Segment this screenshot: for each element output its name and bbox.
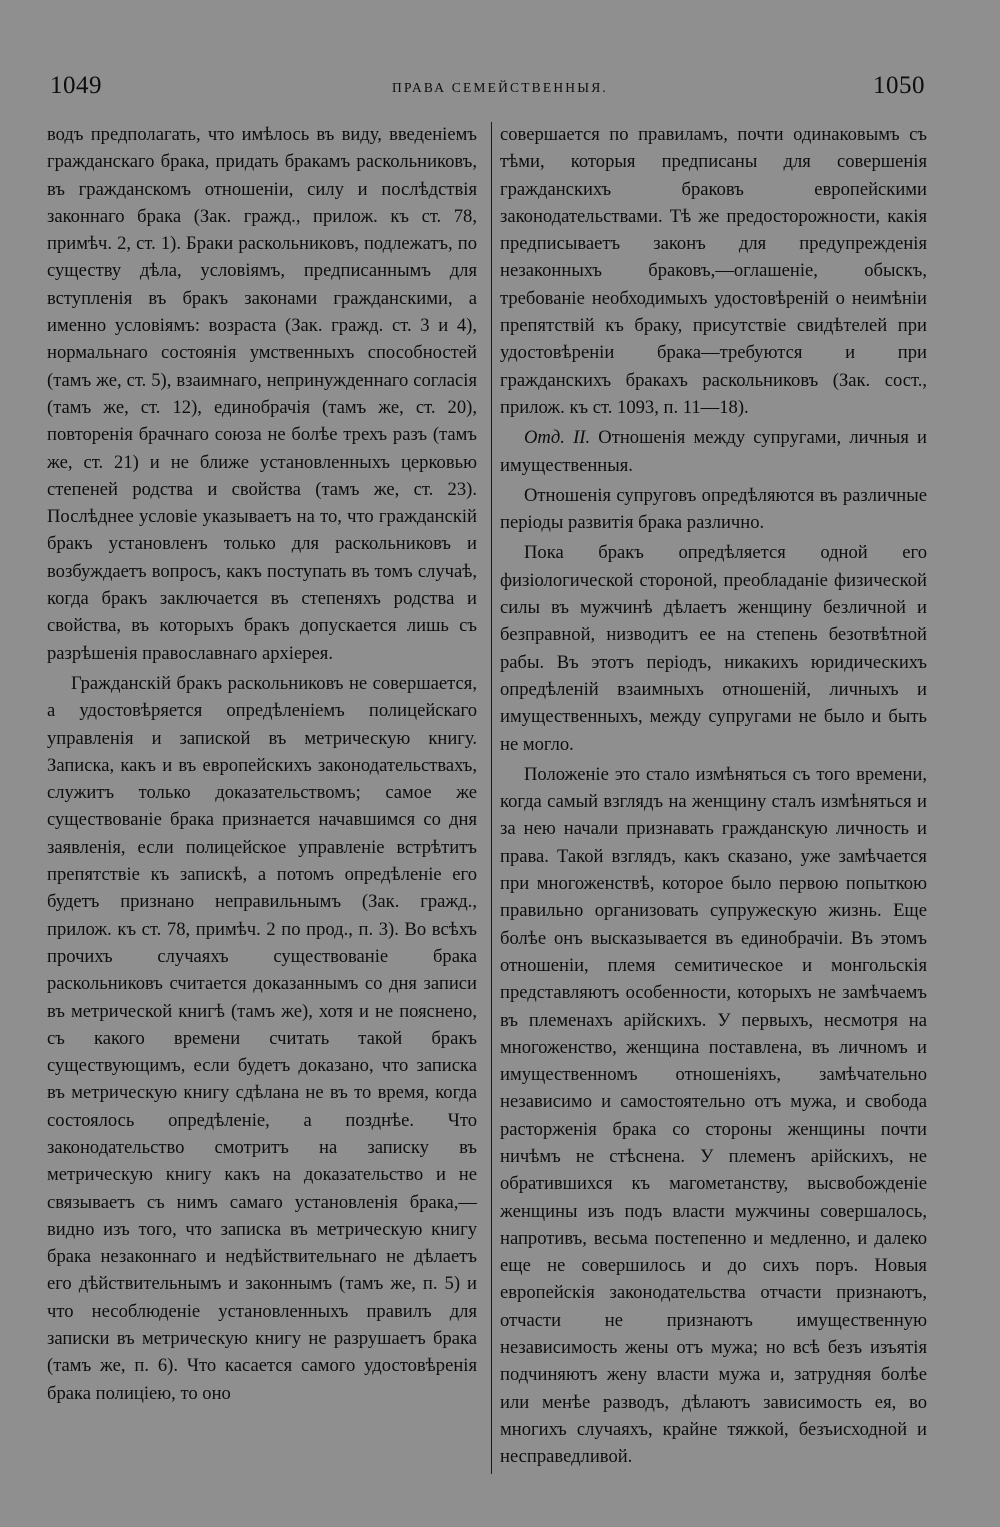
paragraph: Пока бракъ опредѣляется одной его физіологической стороной, преобладаніе физической силы въ мужчинѣ дѣлаетъ женщину безличной и безправной, низводитъ ее на степень безотвѣтной рабы. Въ этотъ періодъ, никакихъ юридическихъ опредѣленій взаимныхъ отношеній, личныхъ и имущественныхъ, между супругами не было и быть не могло. <box>500 542 927 755</box>
paragraph: совершается по правиламъ, почти одинаковымъ съ тѣми, которыя предписаны для совершенія гражданскихъ браковъ европейскими законодательствами. Тѣ же предосторожности, какія предписываетъ законъ для предупрежденія незаконныхъ браковъ,—оглашеніе, обыскъ, требованіе необходимыхъ удостовѣреній о неимѣніи препятствій къ браку, присутствіе свидѣтелей при удостовѣреніи брака—требуются и при гражданскихъ бракахъ раскольниковъ (Зак. сост., прилож. къ ст. 1093, п. 11—18). <box>500 124 927 418</box>
paragraph: Отношенія супруговъ опредѣляются въ различные періоды развитія брака различно. <box>500 484 927 534</box>
section-heading-paragraph <box>500 424 927 479</box>
page-header <box>0 72 1000 108</box>
section-label: Отд. II. <box>524 427 591 449</box>
paragraph: Положеніе это стало измѣняться съ того времени, когда самый взглядъ на женщину сталъ измѣняться и за нею начали признавать гражданскую личность и права. Такой взглядъ, какъ сказано, уже замѣчается при многоженствѣ, которое было первою попыткою правильно организовать супружескую жизнь. Еще болѣе онъ высказывается въ единобрачіи. Въ этомъ отношеніи, племя семитическое и монгольскія представляютъ особенности, которыхъ не замѣчаемъ въ племенахъ арійскихъ. У первыхъ, несмотря на многоженство, женщина поставлена, въ личномъ и имущественномъ отношеніяхъ, замѣчательно независимо и самостоятельно отъ мужа, и свобода расторженія брака со стороны женщины почти ничѣмъ не стѣснена. У племенъ арійскихъ, не обратившихся къ магометанству, высвобожденіе женщины изъ подъ власти мужчины совершалось, напротивъ, весьма постепенно и медленно, и далеко еще не совершилось и до сихъ поръ. Новыя европейскія законодательства отчасти признаютъ, отчасти не признаютъ имущественную независимость жены отъ мужа; но всѣ безъ изъятія подчиняютъ жену власти мужа и, затрудняя болѣе или менѣе разводъ, дѣлаютъ зависимость ея, во многихъ случаяхъ, крайне тяжкой, безъисходной и несправедливой. <box>500 763 927 1468</box>
page-number-left: 1049 <box>50 72 102 99</box>
section-title: Отношенія между супругами, личныя и имущественныя. <box>500 427 928 476</box>
right-column <box>500 121 927 1471</box>
running-title: ПРАВА СЕМЕЙСТВЕННЫЯ. <box>392 80 608 95</box>
left-column <box>47 121 477 1407</box>
page-number-right: 1050 <box>873 72 925 99</box>
paragraph: Гражданскій бракъ раскольниковъ не совершается, а удостовѣряется опредѣленіемъ полицейскаго управленія и запиской въ метрическую книгу. Записка, какъ и въ европейскихъ законодательствахъ, служитъ только доказательствомъ; самое же существованіе брака признается начавшимся со дня заявленія, если полицейское управленіе встрѣтитъ препятствіе къ запискѣ, а потомъ опредѣленіе его будетъ признано неправильнымъ (Зак. гражд., прилож. къ ст. 78, примѣч. 2 по прод., п. 3). Во всѣхъ прочихъ случаяхъ существованіе брака раскольниковъ считается доказаннымъ со дня записи въ метрической книгѣ (тамъ же), хотя и не пояснено, съ какого времени считать такой бракъ существующимъ, если будетъ доказано, что записка въ метрическую книгу сдѣлана не въ то время, когда состоялось опредѣленіе, а позднѣе. Что законодательство смотритъ на записку въ метрическую книгу какъ на доказательство и не связываетъ съ нимъ самаго установленія брака,—видно изъ того, что записка въ метрическую книгу брака незаконнаго и недѣйствительнаго не дѣлаетъ его дѣйствительнымъ и законнымъ (тамъ же, п. 5) и что несоблюденіе установленныхъ правилъ для записки въ метрическую книгу не разрушаетъ брака (тамъ же, п. 6). Что касается самого удостовѣренія брака полиціею, то оно <box>47 672 477 1404</box>
column-divider <box>491 122 492 1474</box>
paragraph: водъ предполагать, что имѣлось въ виду, введеніемъ гражданскаго брака, придать бракамъ раскольниковъ, въ гражданскомъ отношеніи, силу и послѣдствія законнаго брака (Зак. гражд., прилож. къ ст. 78, примѣч. 2, ст. 1). Браки раскольниковъ, подлежатъ, по существу дѣла, условіямъ, предписаннымъ для вступленія въ бракъ законами гражданскими, а именно условіямъ: возраста (Зак. гражд. ст. 3 и 4), нормальнаго состоянія умственныхъ способностей (тамъ же, ст. 5), взаимнаго, непринужденнаго согласія (тамъ же, ст. 12), единобрачія (тамъ же, ст. 20), повторенія брачнаго союза не болѣе трехъ разъ (тамъ же, ст. 21) и не ближе установленныхъ церковью степеней родства и свойства (тамъ же, ст. 23). Послѣднее условіе указываетъ на то, что гражданскій бракъ установленъ только для раскольниковъ и возбуждаетъ вопросъ, какъ поступать въ томъ случаѣ, когда бракъ заключается въ степеняхъ родства и свойства, въ которыхъ бракъ допускается лишь съ разрѣшенія православнаго архіерея. <box>47 124 477 664</box>
